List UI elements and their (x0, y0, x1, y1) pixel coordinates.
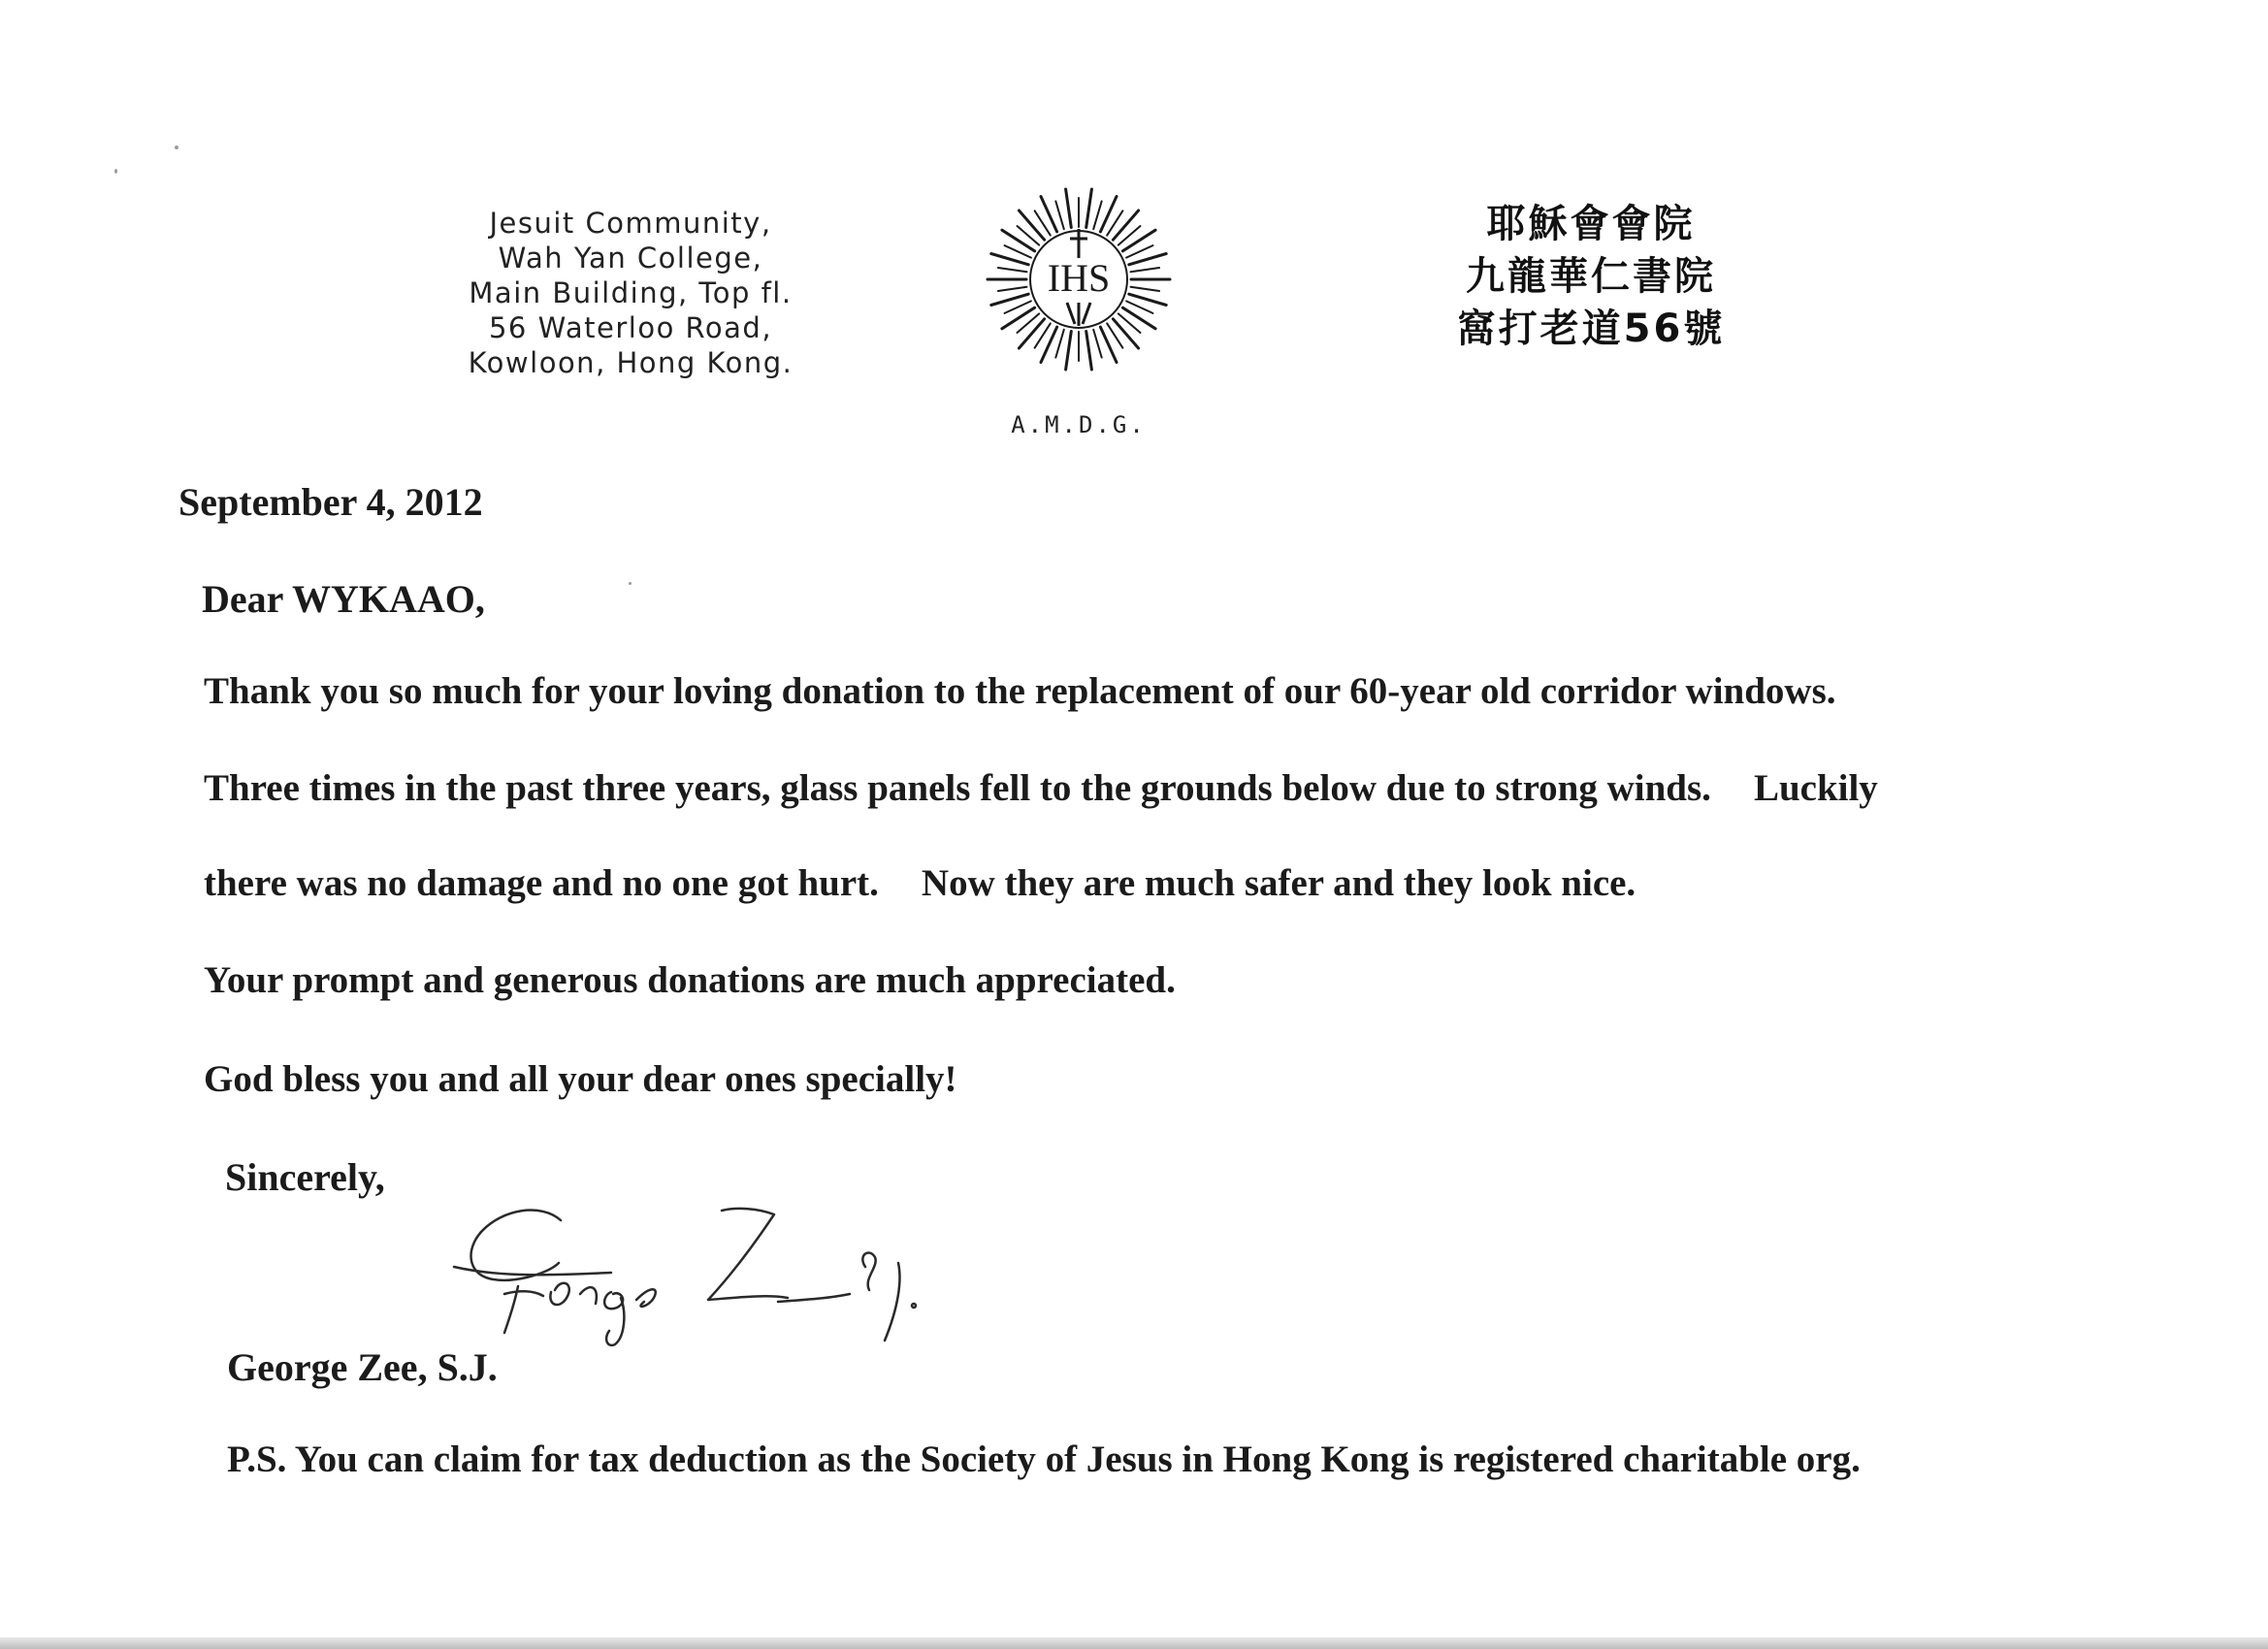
signer-name: George Zee, S.J. (227, 1345, 498, 1389)
sunburst-ray (1055, 330, 1064, 358)
paper-speck (175, 146, 178, 149)
address-line: 56 Waterloo Road, (488, 311, 773, 344)
sunburst-ray (1100, 197, 1117, 232)
sunburst-ray (998, 268, 1027, 272)
sunburst-ray (1066, 332, 1072, 371)
sunburst-ray (998, 287, 1027, 291)
letter-date: September 4, 2012 (178, 480, 483, 524)
letterhead-address-english (398, 206, 863, 380)
body-paragraph (204, 766, 1878, 810)
sunburst-ray (1086, 189, 1092, 228)
scan-edge-shadow (0, 1637, 2268, 1649)
letterhead-address-chinese (1358, 198, 1824, 355)
body-text: there was no damage and no one got hurt. (204, 862, 879, 904)
sunburst-ray (1100, 327, 1117, 362)
sunburst-ray (1066, 189, 1072, 228)
salutation: Dear WYKAAO, (202, 577, 485, 621)
sunburst-ray (1129, 294, 1166, 305)
sunburst-ray (1019, 319, 1044, 348)
sunburst-ray (1131, 268, 1160, 272)
address-line-zh: 九龍華仁書院 (1466, 254, 1716, 299)
address-line: Kowloon, Hong Kong. (468, 346, 794, 379)
body-paragraph (204, 669, 1836, 713)
closing: Sincerely, (225, 1155, 385, 1199)
sunburst-ray (1041, 197, 1057, 232)
postscript: P.S. You can claim for tax deduction as the Society of Jesus in Hong Kong is registered charitable org. (227, 1439, 1861, 1480)
sunburst-ray (1129, 254, 1166, 265)
sunburst-ray (1002, 230, 1035, 251)
body-text: Now they are much safer and they look nice. (921, 862, 1636, 904)
body-text: Three times in the past three years, glass panels fell to the grounds below due to strong winds. (204, 767, 1711, 809)
sunburst-ray (1122, 230, 1155, 251)
sunburst-ray (1131, 287, 1160, 291)
handwritten-signature (446, 1185, 951, 1360)
sunburst-ray (991, 294, 1028, 305)
address-line-zh: 窩打老道56號 (1456, 307, 1726, 351)
body-paragraph (204, 1057, 957, 1101)
body-text: Thank you so much for your loving donation to the replacement of our 60-year old corridor windows. (204, 670, 1836, 712)
sunburst-ray (1122, 307, 1155, 329)
body-text: Your prompt and generous donations are much appreciated. (204, 959, 1176, 1001)
sunburst-ray (1113, 319, 1138, 348)
sunburst-ray (1041, 327, 1057, 362)
motto-amdg: A.M.D.G. (1011, 411, 1147, 438)
sunburst-ray (1093, 330, 1102, 358)
sunburst-ray (1002, 307, 1035, 329)
body-text: Luckily (1753, 767, 1878, 809)
sunburst-ray (1019, 210, 1044, 240)
address-line: Main Building, Top fl. (469, 276, 793, 309)
body-text: God bless you and all your dear ones specially! (204, 1058, 957, 1100)
emblem-monogram: IHS (1047, 256, 1111, 300)
paper-speck (629, 582, 632, 585)
sunburst-ray (1055, 201, 1064, 229)
address-line: Wah Yan College, (498, 242, 763, 275)
address-line: Jesuit Community, (489, 207, 772, 240)
sunburst-ray (1113, 210, 1138, 240)
sunburst-ray (1086, 332, 1092, 371)
sunburst-ray (1093, 201, 1102, 229)
ihs-sunburst-icon (974, 182, 1183, 376)
body-paragraph (204, 861, 1636, 905)
sunburst-ray (991, 254, 1028, 265)
paper-speck (114, 169, 117, 174)
address-line-zh: 耶穌會會院 (1486, 202, 1696, 246)
body-paragraph (204, 958, 1176, 1002)
